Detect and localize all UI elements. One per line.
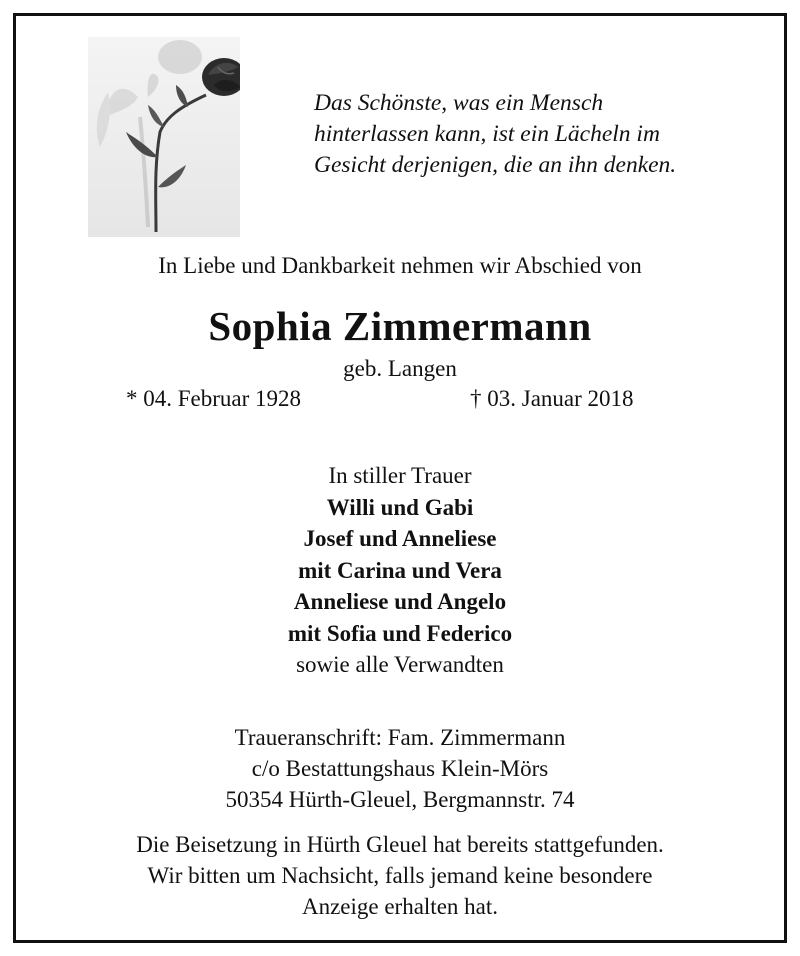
- mourner-name: Anneliese und Angelo: [293, 589, 507, 614]
- maiden-name: geb. Langen: [343, 356, 457, 381]
- mourner-name: mit Sofia und Federico: [287, 620, 513, 646]
- mourners-list: [16, 460, 784, 681]
- address-line: Traueranschrift: Fam. Zimmermann: [234, 725, 566, 750]
- address-line: 50354 Hürth-Gleuel, Bergmannstr. 74: [225, 787, 575, 812]
- mourning-address: [16, 722, 784, 815]
- death-date: † 03. Januar 2018: [470, 386, 634, 411]
- deceased-name: Sophia Zimmermann: [208, 303, 592, 349]
- quote-line: Gesicht derjenigen, die an ihn denken.: [314, 152, 677, 178]
- quote-line: Das Schönste, was ein Mensch: [314, 90, 604, 116]
- address-line: c/o Bestattungshaus Klein-Mörs: [251, 756, 549, 781]
- mourners-closing: sowie alle Verwandten: [296, 652, 504, 677]
- notice-line: Die Beisetzung in Hürth Gleuel hat bereits stattgefunden.: [136, 832, 664, 857]
- birth-date: * 04. Februar 1928: [126, 386, 302, 411]
- rose-icon: [88, 37, 240, 237]
- intro-text: In Liebe und Dankbarkeit nehmen wir Abschied von: [158, 253, 642, 278]
- notice-line: Wir bitten um Nachsicht, falls jemand keine besondere: [147, 863, 653, 888]
- mourner-name: Josef und Anneliese: [303, 526, 497, 551]
- mourner-name: Willi und Gabi: [326, 494, 474, 520]
- mourner-name: mit Carina und Vera: [298, 557, 502, 583]
- mourners-heading: In stiller Trauer: [328, 463, 472, 488]
- notice-line: Anzeige erhalten hat.: [301, 894, 499, 919]
- memorial-quote: [314, 88, 764, 181]
- quote-line: hinterlassen kann, ist ein Lächeln im: [314, 121, 660, 147]
- burial-notice: [16, 829, 784, 922]
